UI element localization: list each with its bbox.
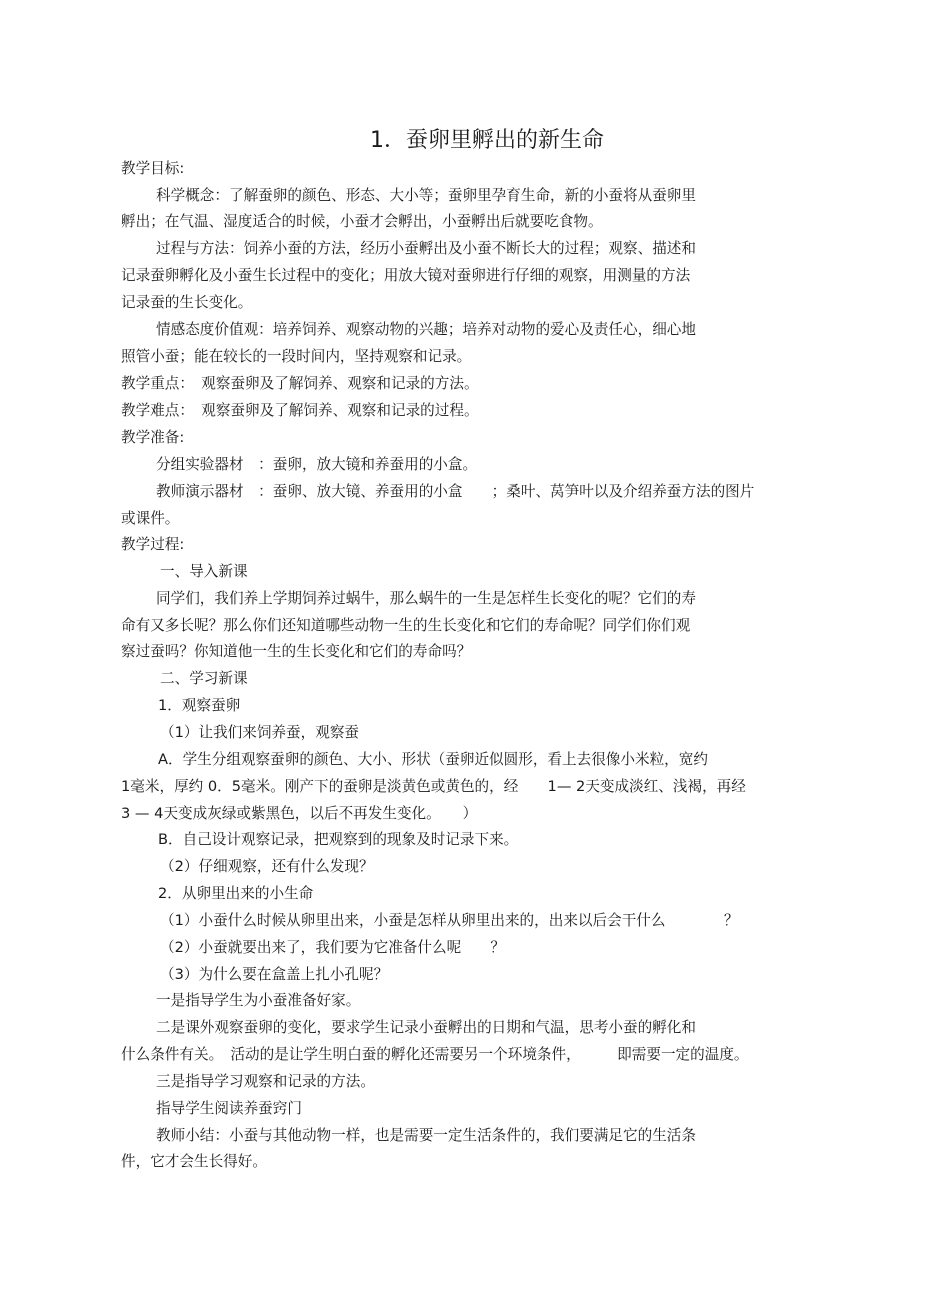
text-line: 1毫米，厚约 0．5毫米。刚产下的蚕卵是淡黄色或黄色的，经 1— 2天变成淡红、浅褐，再经 bbox=[121, 778, 746, 795]
text-line: 察过蚕吗？你知道他一生的生长变化和它们的寿命吗？ bbox=[121, 643, 472, 660]
text-line: 指导学生阅读养蚕窍门 bbox=[156, 1100, 302, 1117]
text-line: 科学概念：了解蚕卵的颜色、形态、大小等；蚕卵里孕育生命，新的小蚕将从蚕卵里 bbox=[156, 187, 696, 204]
text-line: 二、学习新课 bbox=[160, 670, 248, 687]
text-line: 同学们，我们养上学期饲养过蜗牛，那么蜗牛的一生是怎样生长变化的呢？它们的寿 bbox=[156, 590, 696, 607]
text-line: （2）小蚕就要出来了，我们要为它准备什么呢 ？ bbox=[160, 939, 505, 956]
text-line: （3）为什么要在盒盖上扎小孔呢？ bbox=[160, 966, 389, 983]
text-line: 一、导入新课 bbox=[160, 563, 248, 580]
text-line: 三是指导学习观察和记录的方法。 bbox=[156, 1073, 375, 1090]
text-line: （1）让我们来饲养蚕，观察蚕 bbox=[160, 724, 360, 741]
text-line: 3 — 4天变成灰绿或紫黑色，以后不再发生变化。 ） bbox=[121, 805, 478, 822]
text-line: （2）仔细观察，还有什么发现？ bbox=[160, 858, 374, 875]
text-line: 情感态度价值观：培养饲养、观察动物的兴趣；培养对动物的爱心及责任心，细心地 bbox=[156, 321, 696, 338]
text-line: 二是课外观察蚕卵的变化，要求学生记录小蚕孵出的日期和气温，思考小蚕的孵化和 bbox=[156, 1019, 696, 1036]
text-line: 照管小蚕；能在较长的一段时间内，坚持观察和记录。 bbox=[121, 348, 472, 365]
text-line: 什么条件有关。 活动的是让学生明白蚕的孵化还需要另一个环境条件， 即需要一定的温度。 bbox=[121, 1046, 749, 1063]
text-line: A．学生分组观察蚕卵的颜色、大小、形状（蚕卵近似圆形，看上去很像小米粒，宽约 bbox=[158, 751, 708, 768]
text-line: 件，它才会生长得好。 bbox=[121, 1153, 267, 1170]
text-line: 教师小结：小蚕与其他动物一样，也是需要一定生活条件的，我们要满足它的生活条 bbox=[156, 1127, 696, 1144]
text-line: 命有又多长呢？那么你们还知道哪些动物一生的生长变化和它们的寿命呢？同学们你们观 bbox=[121, 617, 691, 634]
text-line: 1．观察蚕卵 bbox=[158, 697, 241, 714]
text-line: （1）小蚕什么时候从卵里出来，小蚕是怎样从卵里出来的，出来以后会干什么 ？ bbox=[160, 912, 739, 929]
text-line: 教学重点： 观察蚕卵及了解饲养、观察和记录的方法。 bbox=[121, 375, 479, 392]
text-line: B．自己设计观察记录，把观察到的现象及时记录下来。 bbox=[158, 831, 519, 848]
text-line: 教学准备: bbox=[121, 429, 185, 446]
document-title: 1．蚕卵里孵出的新生命 bbox=[370, 128, 604, 153]
text-line: 2．从卵里出来的小生命 bbox=[158, 885, 314, 902]
text-line: 过程与方法：饲养小蚕的方法，经历小蚕孵出及小蚕不断长大的过程；观察、描述和 bbox=[156, 240, 696, 257]
text-line: 教学目标: bbox=[121, 160, 185, 177]
text-line: 孵出；在气温、湿度适合的时候，小蚕才会孵出，小蚕孵出后就要吃食物。 bbox=[121, 213, 603, 230]
text-line: 一是指导学生为小蚕准备好家。 bbox=[156, 992, 361, 1009]
text-line: 教师演示器材 ：蚕卵、放大镜、养蚕用的小盒 ；桑叶、莴笋叶以及介绍养蚕方法的图片 bbox=[156, 483, 755, 500]
text-line: 记录蚕卵孵化及小蚕生长过程中的变化；用放大镜对蚕卵进行仔细的观察，用测量的方法 bbox=[121, 267, 691, 284]
text-line: 分组实验器材 ：蚕卵，放大镜和养蚕用的小盒。 bbox=[156, 456, 478, 473]
text-line: 或课件。 bbox=[121, 510, 180, 527]
text-line: 教学过程: bbox=[121, 536, 185, 553]
text-line: 记录蚕的生长变化。 bbox=[121, 294, 253, 311]
text-line: 教学难点： 观察蚕卵及了解饲养、观察和记录的过程。 bbox=[121, 402, 479, 419]
